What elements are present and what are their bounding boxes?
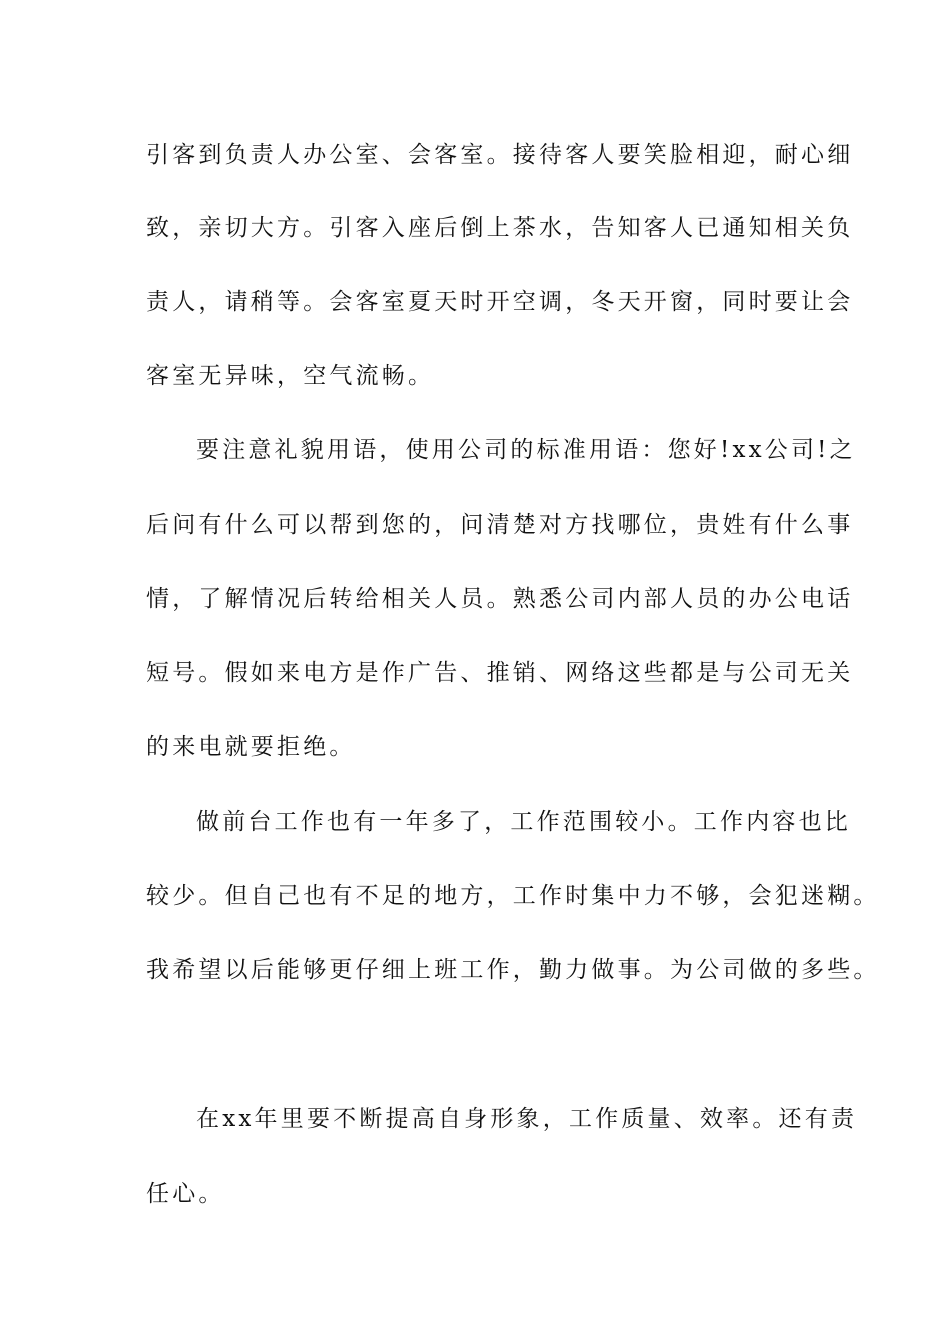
paragraph-line: 任心。 xyxy=(146,1181,225,1207)
paragraph-line: 情，了解情况后转给相关人员。熟悉公司内部人员的办公电话 xyxy=(146,586,854,612)
paragraph-line: 要注意礼貌用语，使用公司的标准用语：您好!xx公司!之 xyxy=(196,437,856,463)
paragraph-line: 短号。假如来电方是作广告、推销、网络这些都是与公司无关 xyxy=(146,660,854,686)
paragraph-line: 在xx年里要不断提高自身形象，工作质量、效率。还有责 xyxy=(196,1106,858,1132)
paragraph-line: 较少。但自己也有不足的地方，工作时集中力不够，会犯迷糊。 xyxy=(146,883,880,909)
paragraph-line: 的来电就要拒绝。 xyxy=(146,734,356,760)
paragraph-line: 我希望以后能够更仔细上班工作，勤力做事。为公司做的多些。 xyxy=(146,957,880,983)
paragraph-line: 致，亲切大方。引客入座后倒上茶水，告知客人已通知相关负 xyxy=(146,215,854,241)
paragraph-line: 客室无异味，空气流畅。 xyxy=(146,363,435,389)
paragraph-line: 做前台工作也有一年多了，工作范围较小。工作内容也比 xyxy=(196,809,851,835)
paragraph-line: 引客到负责人办公室、会客室。接待客人要笑脸相迎，耐心细 xyxy=(146,142,854,168)
paragraph-line: 责人，请稍等。会客室夏天时开空调，冬天开窗，同时要让会 xyxy=(146,289,854,315)
paragraph-line: 后问有什么可以帮到您的，问清楚对方找哪位，贵姓有什么事 xyxy=(146,512,854,538)
